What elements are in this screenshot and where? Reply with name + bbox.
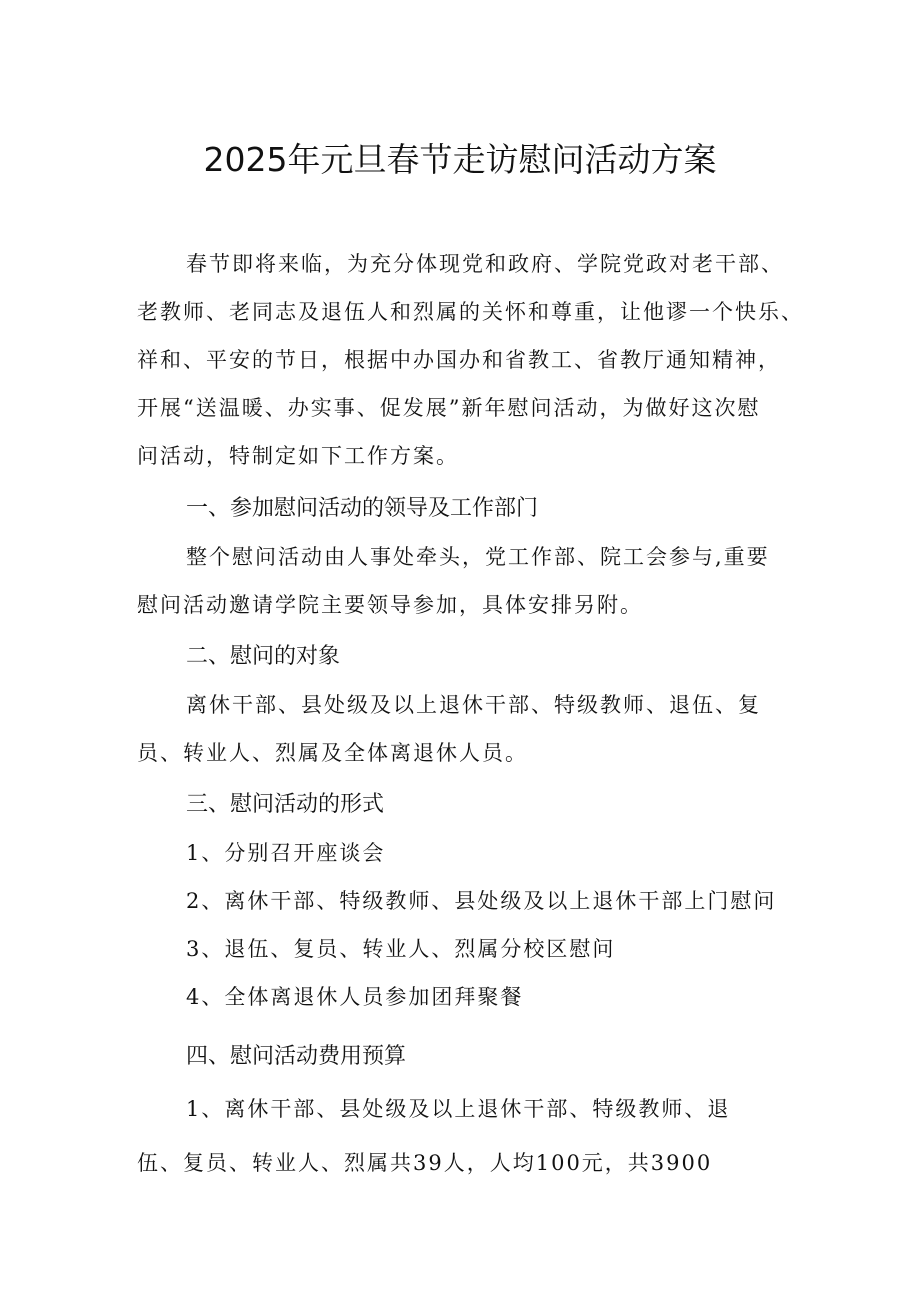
intro-line-4: 开展“送温暖、办实事、促发展”新年慰问活动，为做好这次慰 — [137, 396, 761, 420]
section-2-line-1: 离休干部、县处级及以上退休干部、特级教师、退伍、复 — [186, 693, 761, 717]
section-2-line-2: 员、转业人、烈属及全体离退休人员。 — [137, 741, 528, 765]
section-1-heading: 一、参加慰问活动的领导及工作部门 — [186, 496, 539, 521]
section-4-line-1: 1、离休干部、县处级及以上退休干部、特级教师、退 — [186, 1097, 731, 1121]
section-3-item-2: 2、离休干部、特级教师、县处级及以上退休干部上门慰问 — [186, 889, 777, 913]
section-4-heading: 四、慰问活动费用预算 — [186, 1044, 407, 1069]
intro-line-1: 春节即将来临，为充分体现党和政府、学院党政对老干部、 — [186, 252, 784, 276]
document-title: 2025年元旦春节走访慰问活动方案 — [203, 140, 717, 179]
section-3-item-4: 4、全体离退休人员参加团拜聚餐 — [186, 985, 524, 1009]
section-3-item-3: 3、退伍、复员、转业人、烈属分校区慰问 — [186, 937, 616, 961]
intro-line-2: 老教师、老同志及退伍人和烈属的关怀和尊重，让他谬一个快乐、 — [137, 300, 804, 324]
section-3-heading: 三、慰问活动的形式 — [186, 792, 385, 817]
section-4-line-2: 伍、复员、转业人、烈属共39人，人均100元，共3900 — [137, 1151, 713, 1175]
intro-line-5: 问活动，特制定如下工作方案。 — [137, 444, 459, 468]
intro-line-3: 祥和、平安的节日，根据中办国办和省教工、省教厅通知精神， — [137, 348, 781, 372]
section-2-heading: 二、慰问的对象 — [186, 644, 341, 669]
section-3-item-1: 1、分别召开座谈会 — [186, 841, 386, 865]
section-1-line-1: 整个慰问活动由人事处牵头，党工作部、院工会参与,重要 — [186, 545, 770, 569]
section-1-line-2: 慰问活动邀请学院主要领导参加，具体安排另附。 — [137, 593, 643, 617]
